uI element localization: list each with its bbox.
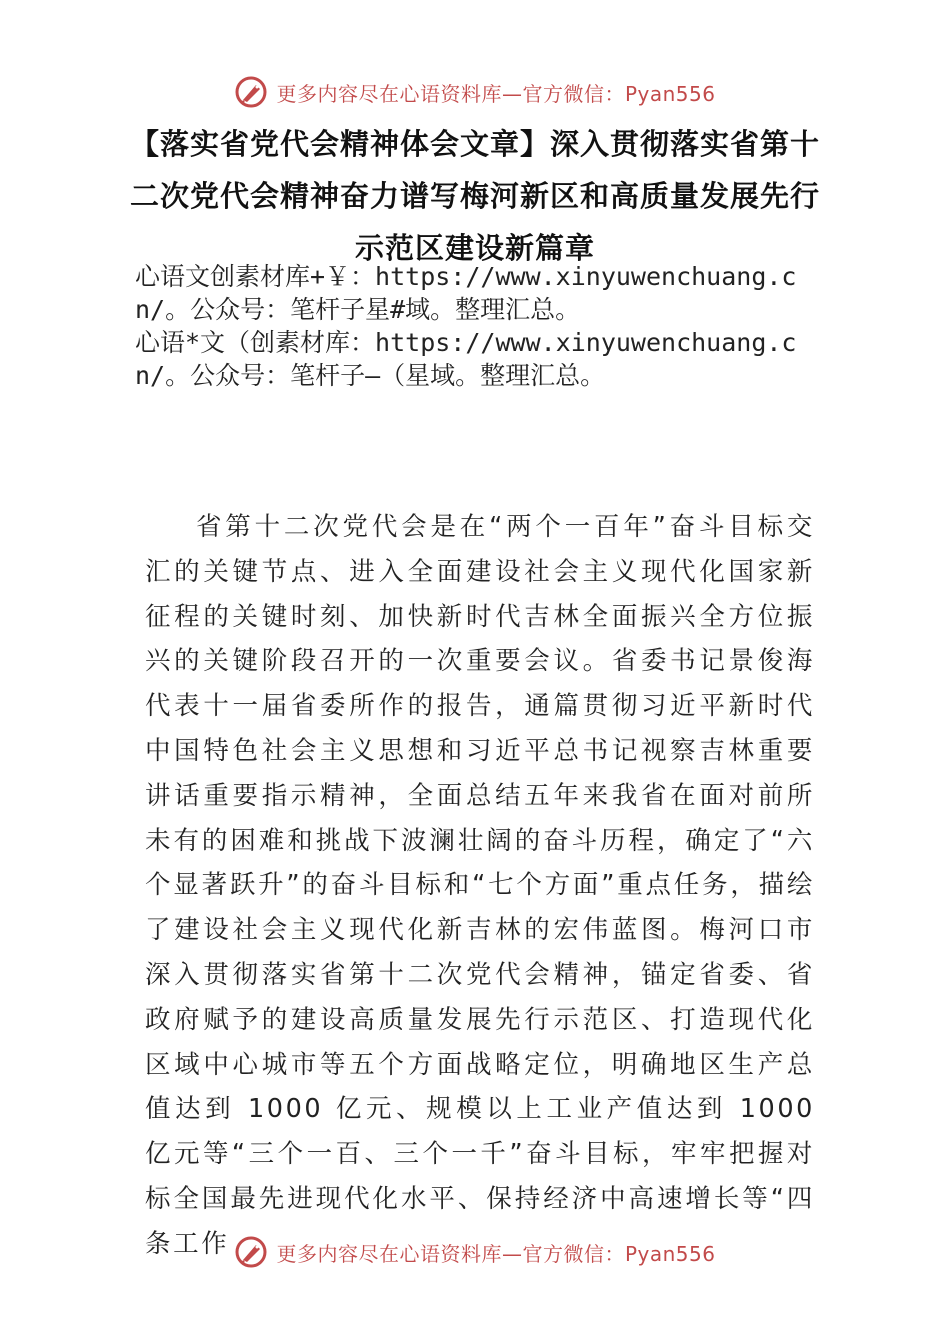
document-title: 【落实省党代会精神体会文章】深入贯彻落实省第十二次党代会精神奋力谱写梅河新区和高质量发展先行示范区建设新篇章 <box>130 127 821 265</box>
source-notes <box>135 260 845 392</box>
footer-banner <box>0 1232 950 1272</box>
pen-nib-circle-icon <box>234 1235 268 1269</box>
pen-nib-circle-icon <box>234 75 268 109</box>
header-banner-text: 更多内容尽在心语资料库—官方微信：Pyan556 <box>276 81 716 106</box>
header-banner <box>0 72 950 112</box>
source-note-1: 心语文创素材库+￥：https://www.xinyuwenchuang.cn/。公众号：笔杆子星#域。整理汇总。 <box>135 262 797 324</box>
footer-banner-text: 更多内容尽在心语资料库—官方微信：Pyan556 <box>276 1241 716 1266</box>
source-note-2: 心语*文（创素材库：https://www.xinyuwenchuang.cn/。公众号：笔杆子—（星域。整理汇总。 <box>135 328 797 390</box>
body-paragraph: 省第十二次党代会是在“两个一百年”奋斗目标交汇的关键节点、进入全面建设社会主义现代化国家新征程的关键时刻、加快新时代吉林全面振兴全方位振兴的关键阶段召开的一次重要会议。省委书记景俊海代表十一届省委所作的报告，通篇贯彻习近平新时代中国特色社会主义思想和习近平总书记视察吉林重要讲话重要指示精神，全面总结五年来我省在面对前所未有的困难和挑战下波澜壮阔的奋斗历程，确定了“六个显著跃升”的奋斗目标和“七个方面”重点任务，描绘了建设社会主义现代化新吉林的宏伟蓝图。梅河口市深入贯彻落实省第十二次党代会精神，锚定省委、省政府赋予的建设高质量发展先行示范区、打造现代化区域中心城市等五个方面战略定位，明确地区生产总值达到 1000 亿元、规模以上工业产值达到 1000 亿元等“三个一百、三个一千”奋斗目标，牢牢把握对标全国最先进现代化水平、保持经济中高速增长等“四条工作 <box>145 512 815 1259</box>
